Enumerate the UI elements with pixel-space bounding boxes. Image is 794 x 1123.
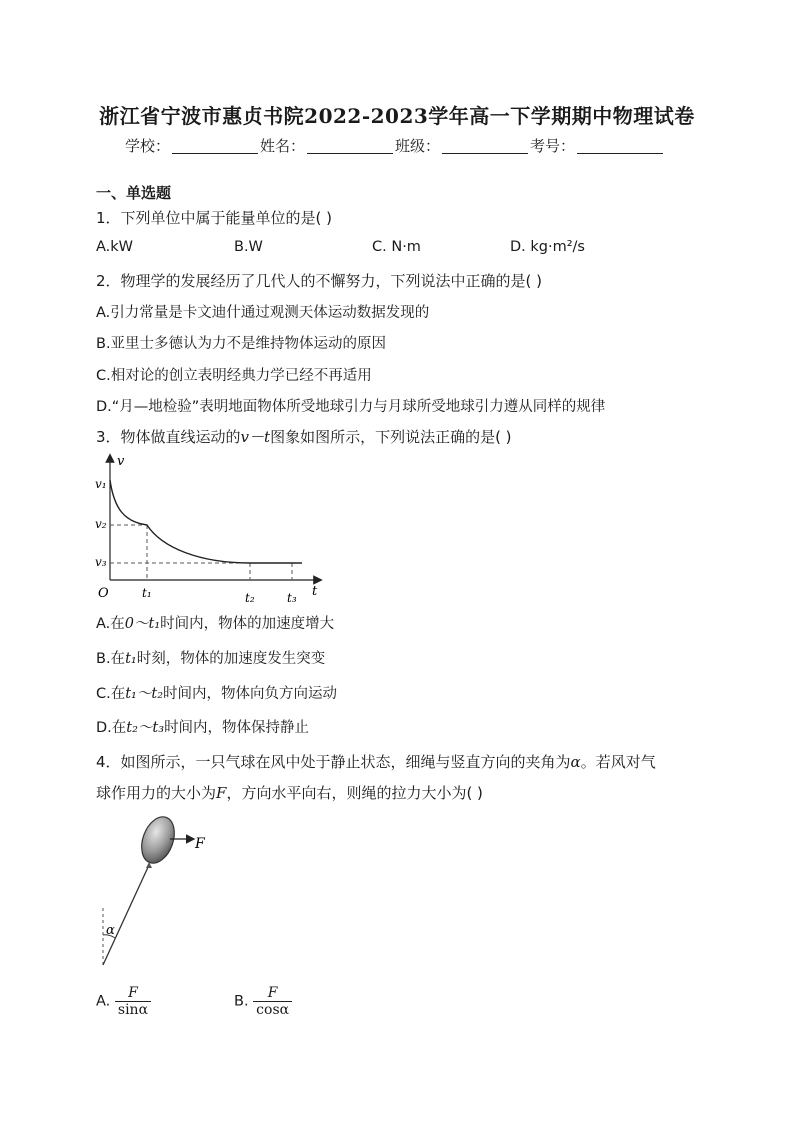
q4-option-b: B. $\frac{F}{\cos\alpha}$: [234, 985, 292, 1018]
class-label: 班级：: [395, 137, 441, 155]
number-blank: [577, 137, 663, 154]
school-blank: [172, 137, 258, 154]
q3-stem: 3．物体做直线运动的v－t图象如图所示，下列说法正确的是( ): [96, 428, 512, 446]
q4-stem-line1: 4．如图所示，一只气球在风中处于静止状态，细绳与竖直方向的夹角为α。若风对气: [96, 753, 656, 771]
student-info-line: [125, 135, 665, 156]
q4-option-b-fraction: $\frac{F}{\cos\alpha}$: [253, 985, 292, 1018]
q3-vt-symbol: v－t: [240, 428, 271, 446]
t2-label: t₂: [245, 591, 255, 605]
q2-option-d: D.“月—地检验”表明地面物体所受地球引力与月球所受地球引力遵从同样的规律: [96, 399, 606, 415]
v1-label: v₁: [95, 477, 107, 491]
v-axis-label: v: [117, 454, 125, 469]
q4-option-a: A. $\frac{F}{\sin\alpha}$: [96, 985, 151, 1018]
name-blank: [307, 137, 393, 154]
q2-option-a: A.引力常量是卡文迪什通过观测天体运动数据发现的: [96, 305, 430, 321]
vt-curve: [110, 480, 302, 563]
q2-option-c: C.相对论的创立表明经典力学已经不再适用: [96, 368, 372, 384]
t3-label: t₃: [287, 591, 297, 605]
origin-label: O: [98, 586, 109, 601]
q4-balloon-figure: [90, 810, 230, 975]
page-title: 浙江省宁波市惠贞书院2022-2023学年高一下学期期中物理试卷: [99, 104, 695, 128]
name-label: 姓名：: [260, 137, 306, 155]
q2-stem: 2．物理学的发展经历了几代人的不懈努力，下列说法中正确的是( ): [96, 272, 543, 290]
q1-option-c: C. N·m: [372, 239, 421, 255]
q3-option-a: A.在0～t₁时间内，物体的加速度增大: [96, 616, 335, 632]
q1-stem: 1．下列单位中属于能量单位的是( ): [96, 209, 333, 227]
v2-label: v₂: [95, 517, 107, 531]
section-heading: 一、单选题: [96, 184, 172, 202]
q1-option-a: A.kW: [96, 239, 134, 255]
q2-option-b: B.亚里士多德认为力不是维持物体运动的原因: [96, 336, 387, 352]
q3-vt-graph: [90, 450, 340, 605]
rope: [103, 865, 149, 965]
q3-option-d: D.在t₂～t₃时间内，物体保持静止: [96, 720, 310, 736]
t-axis-label: t: [312, 584, 318, 599]
v3-label: v₃: [95, 555, 107, 569]
q3-option-b: B.在t₁时刻，物体的加速度发生突变: [96, 651, 326, 667]
force-label: F: [195, 836, 205, 852]
t1-label: t₁: [142, 586, 152, 600]
q4-option-a-fraction: $\frac{F}{\sin\alpha}$: [115, 985, 151, 1018]
class-blank: [442, 137, 528, 154]
balloon: [136, 812, 181, 867]
q3-option-c: C.在t₁～t₂时间内，物体向负方向运动: [96, 686, 338, 702]
number-label: 考号：: [530, 137, 576, 155]
q4-stem-line2: 球作用力的大小为F，方向水平向右，则绳的拉力大小为( ): [96, 784, 483, 802]
alpha-label: α: [106, 923, 115, 938]
q1-option-b: B.W: [234, 239, 263, 255]
school-label: 学校：: [125, 137, 171, 155]
q1-option-d: D. kg·m²/s: [510, 239, 585, 255]
